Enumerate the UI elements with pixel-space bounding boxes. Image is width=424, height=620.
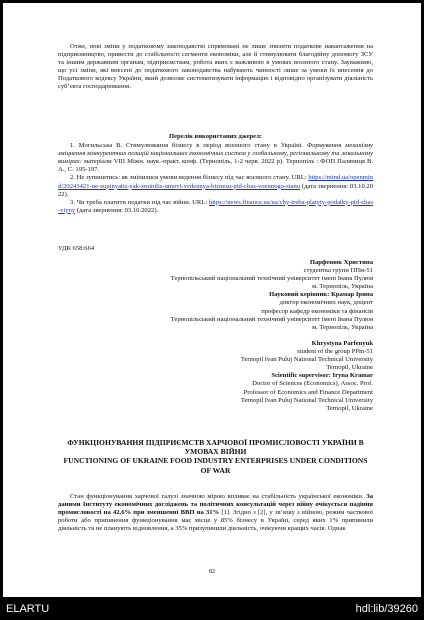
article-title xyxy=(58,438,373,475)
body-text xyxy=(58,493,373,533)
reference-2-link[interactable]: https://mind.ua/openmind/20243421-ne-zupinyatis-yak-zminilis-umovi-vedennya-biznesu-pid-chas-voennogo-stanu xyxy=(58,174,373,190)
reference-3-link[interactable]: https://news.finance.ua/ua/chy-treba-platyty-podatky-pid-chas-viyny xyxy=(58,198,373,214)
reference-3: 3. Чи треба платити податки під час війни. URL: https://news.finance.ua/ua/chy-treba-platyty-podatky-pid-chas-viyny (дата звернення: 03.10.2022). xyxy=(58,198,373,214)
author-name-en: Khrystyna Parfenyuk xyxy=(311,340,373,347)
supervisor-en: Scientific supervisor: Iryna Kramar xyxy=(271,372,373,380)
footer-bar xyxy=(0,599,424,620)
supervisor-ua: Науковий керівник: Крамар Ірина xyxy=(269,291,373,299)
author-name-ua: Парфенюк Христина xyxy=(309,259,373,266)
title-ua: ФУНКЦІОНУВАННЯ ПІДПРИЄМСТВ ХАРЧОВОЇ ПРОМИСЛОВОСТІ УКРАЇНИ В УМОВАХ ВІЙНИ xyxy=(67,438,364,457)
footer-handle: hdl:lib/39260 xyxy=(355,603,418,615)
body-paragraph-1: Стан функціонування харчової галузі значною мірою впливає на стабільність української економіки. За даними Інституту економічних досліджень та політичних консультацій через війну очікується падіння промисловості на 42,6% при зменшенні ВВП на 31% [1]. Згідно з [2], у зв’язку з війною, режим часткової роботи або припинення функціонування має місце у 85% бізнесу в Україні, серед яких 1% припинили діяльність та не планують відновлення, а 35% призупинили діяльність, очікуючи кращих часів. Однак xyxy=(58,493,373,533)
author-block-en: Khrystyna Parfenyuk student of the group PPm-51 Ternopil Ivan Puluj National Technical University Ternopil, Ukraine Scientific supervisor: Iryna Kramar Doctor of Sciences (Economics), Assoc. Prof. Professor of Economics and Finance Department Ternopil Ivan Puluj National Technical University Ternopil, Ukraine xyxy=(58,340,373,413)
reference-1: 1. Могильська В. Стимулювання бізнесу в період воєнного стану в Україні. Формування механізму зміцнення конкурентних позицій національних економічних систем у глобальному, регіональному та локальному вимірах: матеріали VIII Міжн. наук.-практ. конф. (Тернопіль, 1-2 черв. 2022 р). Тернопіль : ФОП Паляниця В. А., С. 195-197. xyxy=(58,142,373,174)
references-heading: Перелік використаних джерел: xyxy=(169,133,262,140)
udk-code: УДК 658:664 xyxy=(58,245,95,252)
footer-repository-label: ELARTU xyxy=(6,603,50,615)
intro-text: Отже, нові зміни у податковому законодавстві спрямовані не лише знизити податкове навантаження на підприємництво, привести до стабільності сегменти економіки, але й стимулювати благодійну допомогу ЗСУ та іншим державним органам, підприємствам, робота яких є важливою в умовах воєнного стану. Зауважимо, що усі зміни, які внесені до податкового законодавства набувають чинності лише за умови їх внесення до Податкового кодексу України, який дозволяє систематизувати інформацію і відповідно організувати діяльність суб’єкта господарювання. xyxy=(58,43,373,91)
page-number: 82 xyxy=(209,569,215,575)
intro-paragraph xyxy=(58,43,373,92)
title-en: FUNCTIONING OF UKRAINE FOOD INDUSTRY ENTERPRISES UNDER CONDITIONS OF WAR xyxy=(63,456,368,475)
reference-2: 2. Не зупинитись: як змінилися умови ведення бізнесу під час воєнного стану. URL: https://mind.ua/openmind/20243421-ne-zupinyatis-yak-zminilis-umovi-vedennya-biznesu-pid-chas-voennogo-stanu (дата звернення: 03.10.2022). xyxy=(58,174,373,198)
author-block-ua: Парфенюк Христина студентка групи ППм-51 Тернопільський національний технічний університет імені Івана Пулюя м. Тернопіль, Україна Науковий керівник: Крамар Ірина доктор економічних наук, доцент професор кафедр економіки та фінансів Тернопільський національний технічний університет імені Івана Пулюя м. Тернопіль, Україна xyxy=(58,259,373,332)
document-page xyxy=(3,3,421,597)
references-section xyxy=(58,133,373,215)
